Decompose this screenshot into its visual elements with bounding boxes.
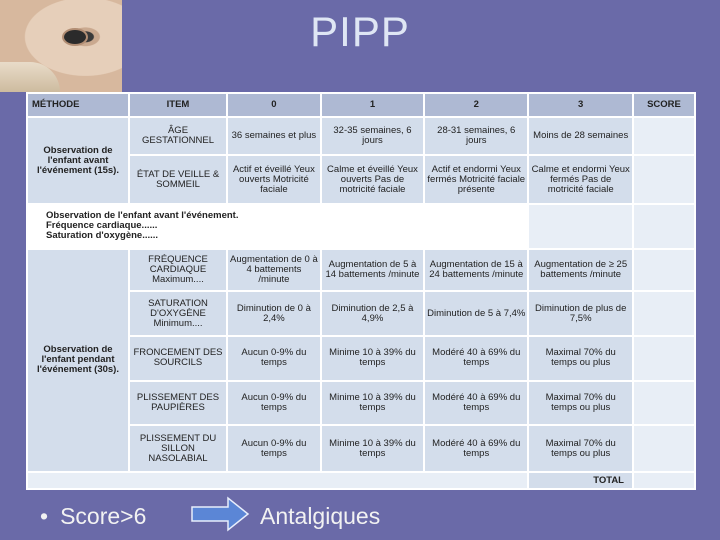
header-3: 3	[529, 94, 632, 116]
bullet-dot: •	[40, 503, 49, 529]
baby-photo	[0, 0, 122, 92]
value-cell: Modéré 40 à 69% du temps	[425, 337, 527, 380]
value-cell: Aucun 0-9% du temps	[228, 337, 320, 380]
pipp-grid	[26, 92, 696, 490]
value-cell: Augmentation de ≥ 25 battements /minute	[529, 250, 632, 291]
value-cell: Aucun 0-9% du temps	[228, 382, 320, 425]
header-1: 1	[322, 94, 423, 116]
header-methode: MÉTHODE	[28, 94, 128, 116]
value-cell: Modéré 40 à 69% du temps	[425, 426, 527, 471]
value-cell: Augmentation de 0 à 4 battements /minute	[228, 250, 320, 291]
note-line: Observation de l'enfant avant l'événement.	[46, 210, 239, 222]
method-before: Observation de l'enfant avant l'événement (15s).	[28, 118, 128, 203]
value-cell: 32-35 semaines, 6 jours	[322, 118, 423, 154]
slide-title: PIPP	[310, 8, 410, 55]
table-row	[28, 250, 694, 291]
value-cell: 28-31 semaines, 6 jours	[425, 118, 527, 154]
item-cell: FRÉQUENCE CARDIAQUE Maximum....	[130, 250, 226, 291]
value-cell: Augmentation de 5 à 14 battements /minute	[322, 250, 423, 291]
header-score: SCORE	[634, 94, 694, 116]
header-0: 0	[228, 94, 320, 116]
arrow-right-icon	[190, 496, 250, 537]
bullet-text: Score>6	[60, 503, 147, 529]
value-cell: Diminution de 2,5 à 4,9%	[322, 292, 423, 335]
score-cell	[634, 156, 694, 203]
method-during: Observation de l'enfant pendant l'événement (30s).	[28, 250, 128, 471]
value-cell: Actif et endormi Yeux fermés Motricité faciale présente	[425, 156, 527, 203]
total-row	[28, 473, 694, 488]
blanket-shape	[0, 62, 60, 92]
value-cell: Minime 10 à 39% du temps	[322, 337, 423, 380]
score-cell	[634, 382, 694, 425]
item-cell: PLISSEMENT DES PAUPIÈRES	[130, 382, 226, 425]
value-cell: Minime 10 à 39% du temps	[322, 382, 423, 425]
score-cell	[634, 337, 694, 380]
value-cell: Minime 10 à 39% du temps	[322, 426, 423, 471]
value-cell: 36 semaines et plus	[228, 118, 320, 154]
total-label: TOTAL	[529, 473, 632, 488]
value-cell: Augmentation de 15 à 24 battements /minute	[425, 250, 527, 291]
item-cell: SATURATION D'OXYGÈNE Minimum....	[130, 292, 226, 335]
header-item: ITEM	[130, 94, 226, 116]
pipp-table	[26, 92, 696, 490]
blank-cell	[529, 205, 632, 248]
item-cell: ÉTAT DE VEILLE & SOMMEIL	[130, 156, 226, 203]
score-cell	[634, 426, 694, 471]
value-cell: Aucun 0-9% du temps	[228, 426, 320, 471]
value-cell: Diminution de plus de 7,5%	[529, 292, 632, 335]
item-cell: ÂGE GESTATIONNEL	[130, 118, 226, 154]
blank-cell	[28, 473, 527, 488]
value-cell: Modéré 40 à 69% du temps	[425, 382, 527, 425]
note-line: Saturation d'oxygène......	[46, 230, 159, 242]
value-cell: Diminution de 0 à 2,4%	[228, 292, 320, 335]
header-2: 2	[425, 94, 527, 116]
note-row	[28, 205, 694, 248]
note-cell	[28, 205, 527, 248]
value-cell: Actif et éveillé Yeux ouverts Motricité faciale	[228, 156, 320, 203]
value-cell: Diminution de 5 à 7,4%	[425, 292, 527, 335]
table-row	[28, 118, 694, 154]
result-text: Antalgiques	[260, 503, 381, 529]
score-cell	[634, 250, 694, 291]
total-score-cell	[634, 473, 694, 488]
item-cell: FRONCEMENT DES SOURCILS	[130, 337, 226, 380]
baby-eye	[62, 28, 88, 46]
value-cell: Maximal 70% du temps ou plus	[529, 426, 632, 471]
bullet-item	[40, 503, 146, 530]
value-cell: Maximal 70% du temps ou plus	[529, 382, 632, 425]
value-cell: Calme et endormi Yeux fermés Pas de motricité faciale	[529, 156, 632, 203]
score-cell	[634, 118, 694, 154]
item-cell: PLISSEMENT DU SILLON NASOLABIAL	[130, 426, 226, 471]
header-row	[28, 94, 694, 116]
value-cell: Maximal 70% du temps ou plus	[529, 337, 632, 380]
note-line: Fréquence cardiaque......	[46, 220, 158, 232]
score-cell	[634, 292, 694, 335]
value-cell: Moins de 28 semaines	[529, 118, 632, 154]
score-cell	[634, 205, 694, 248]
value-cell: Calme et éveillé Yeux ouverts Pas de motricité faciale	[322, 156, 423, 203]
